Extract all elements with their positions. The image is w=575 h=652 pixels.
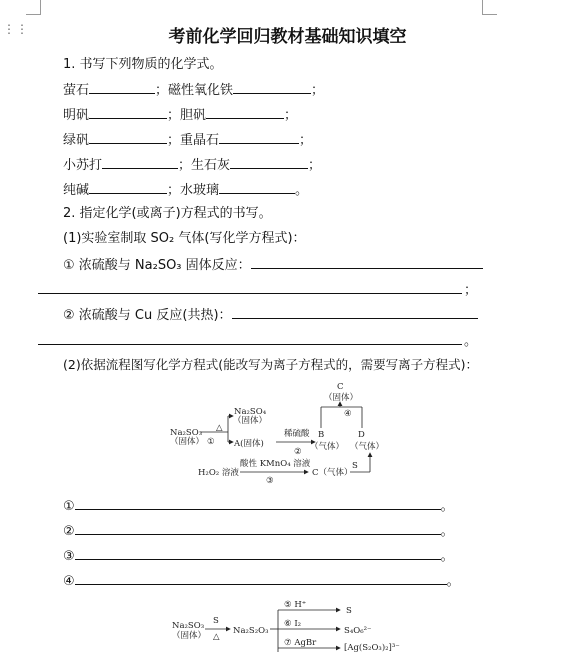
flow1-step4: ④	[344, 409, 352, 419]
q2-item2	[63, 306, 478, 324]
flow2-branch7: ⑦ AgBr	[284, 638, 317, 648]
q1-label-a: 明矾	[63, 108, 90, 123]
q1-label-b: 重晶石	[180, 133, 220, 148]
answer-blank[interactable]	[206, 106, 284, 119]
q2-item1	[63, 256, 483, 274]
answer-row	[63, 522, 454, 540]
flow1-kmno4: 酸性 KMnO₄ 溶液	[240, 459, 311, 469]
answer-blank[interactable]	[75, 522, 441, 535]
answer-blank[interactable]	[102, 156, 178, 169]
punctuation: 。	[446, 574, 460, 589]
punctuation: ；	[311, 83, 325, 98]
page-title: 考前化学回归教材基础知识填空	[168, 27, 407, 47]
answer-blank[interactable]	[89, 131, 167, 144]
punctuation: 。	[464, 334, 478, 349]
q1-row	[63, 106, 297, 124]
flow2-product: Na₂S₂O₃	[233, 626, 269, 636]
answer-blank[interactable]	[75, 497, 441, 510]
separator: ；	[155, 83, 169, 98]
q1-label-b: 水玻璃	[180, 183, 220, 198]
flow1-step2: ②	[294, 447, 302, 457]
flow1-na2so4-state: （固体）	[233, 416, 268, 426]
flowchart-2	[0, 596, 575, 652]
flow2-start: Na₂SO₃	[172, 621, 205, 631]
flow1-b-state: （气体）	[310, 442, 345, 452]
q2-heading: 2. 指定化学(或离子)方程式的书写。	[63, 206, 272, 221]
answer-blank[interactable]	[251, 256, 483, 269]
drag-handle-icon[interactable]: ⋮⋮	[3, 22, 29, 36]
separator: ；	[167, 183, 181, 198]
q1-row	[63, 156, 321, 174]
punctuation: ；	[464, 283, 478, 298]
punctuation: ；	[284, 108, 298, 123]
flow1-h2o2: H₂O₂ 溶液	[198, 468, 239, 478]
q1-label-a: 萤石	[63, 83, 90, 98]
flow1-d: D	[358, 430, 365, 440]
answer-number: ②	[63, 524, 75, 539]
q1-label-a: 纯碱	[63, 183, 90, 198]
flow2-branch5: ⑤ H⁺	[284, 600, 307, 610]
answer-blank[interactable]	[89, 106, 167, 119]
q2-part2: (2)依据流程图写化学方程式(能改写为离子方程式的，需要写离子方程式)：	[63, 357, 478, 372]
punctuation: ；	[299, 133, 313, 148]
q1-label-b: 磁性氧化铁	[168, 83, 234, 98]
flow1-c-gas: C（气体）	[312, 468, 353, 478]
q1-label-b: 胆矾	[180, 108, 207, 123]
flow1-c-top-state: （固体）	[324, 393, 359, 403]
separator: ；	[167, 133, 181, 148]
q1-heading: 1. 书写下列物质的化学式。	[63, 57, 223, 72]
flow2-product7: [Ag(S₂O₃)₂]³⁻	[344, 643, 400, 652]
answer-number: ①	[63, 499, 75, 514]
flow2-start-state: （固体）	[172, 631, 207, 641]
flow1-c-top: C	[337, 382, 344, 392]
page-corner-marker-right	[482, 0, 497, 15]
q1-label-a: 小苏打	[63, 158, 103, 173]
flow1-na2so4: Na₂SO₄	[234, 407, 267, 417]
punctuation: 。	[295, 183, 309, 198]
flow1-a: A(固体)	[234, 439, 264, 449]
answer-blank-line[interactable]	[38, 292, 462, 294]
flow2-heat: △	[213, 632, 220, 642]
flow2-reagent: S	[213, 616, 219, 626]
q1-label-b: 生石灰	[191, 158, 231, 173]
q1-row	[63, 81, 324, 99]
answer-row	[63, 572, 460, 590]
separator: ；	[167, 108, 181, 123]
punctuation: 。	[440, 524, 454, 539]
flowchart-1	[0, 380, 575, 490]
flow1-step3: ③	[266, 476, 274, 486]
answer-blank[interactable]	[219, 131, 299, 144]
answer-row	[63, 547, 454, 565]
q2-item2-text: ② 浓硫酸与 Cu 反应(共热)：	[63, 308, 232, 323]
q2-part1: (1)实验室制取 SO₂ 气体(写化学方程式)：	[63, 231, 306, 246]
answer-blank[interactable]	[233, 81, 311, 94]
page-corner-marker-left	[26, 0, 41, 15]
answer-blank[interactable]	[230, 156, 308, 169]
answer-row	[63, 497, 454, 515]
flow2-product6: S₄O₆²⁻	[344, 626, 372, 636]
answer-number: ③	[63, 549, 75, 564]
answer-blank[interactable]	[89, 81, 155, 94]
answer-blank[interactable]	[89, 181, 167, 194]
flow1-b: B	[318, 430, 325, 440]
answer-number: ④	[63, 574, 75, 589]
separator: ；	[178, 158, 192, 173]
flow1-dilute-acid: 稀硫酸	[284, 429, 310, 439]
punctuation: 。	[440, 549, 454, 564]
punctuation: ；	[308, 158, 322, 173]
q2-item1-text: ① 浓硫酸与 Na₂SO₃ 固体反应：	[63, 258, 251, 273]
q1-label-a: 绿矾	[63, 133, 90, 148]
answer-blank-line[interactable]	[38, 343, 462, 345]
flow2-product5: S	[346, 606, 352, 616]
answer-blank[interactable]	[219, 181, 295, 194]
flow1-start: Na₂SO₃	[170, 428, 203, 438]
q1-row	[63, 131, 312, 149]
flow1-start-state: （固体）	[170, 437, 205, 447]
flow1-s: S	[352, 461, 358, 471]
answer-blank[interactable]	[232, 306, 478, 319]
flow2-branch6: ⑥ I₂	[284, 619, 302, 629]
flow1-heat: △	[216, 423, 223, 433]
flow1-d-state: （气体）	[350, 442, 385, 452]
flow1-step1: ①	[207, 437, 215, 447]
q1-row	[63, 181, 308, 199]
answer-blank[interactable]	[75, 547, 441, 560]
punctuation: 。	[440, 499, 454, 514]
answer-blank[interactable]	[75, 572, 447, 585]
